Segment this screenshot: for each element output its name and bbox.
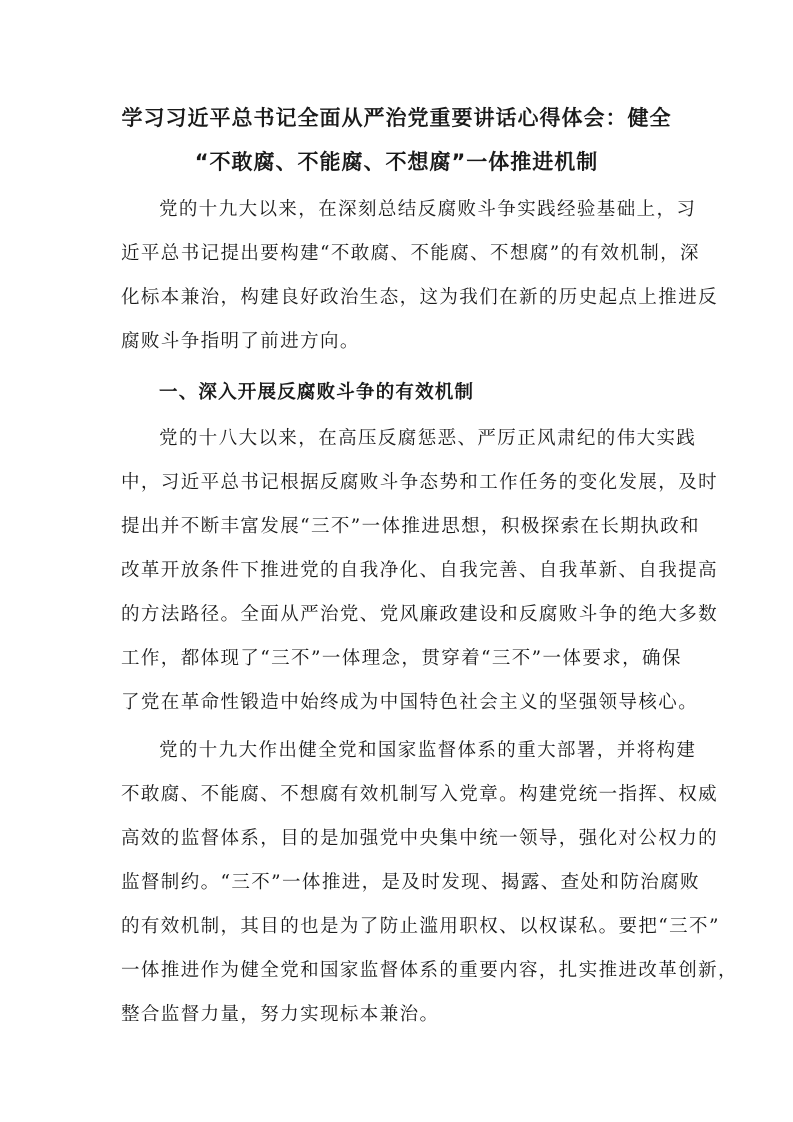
paragraph-3-line: 党的十九大作出健全党和国家监督体系的重大部署，并将构建 bbox=[159, 740, 697, 761]
paragraph-2-line: 的方法路径。全面从严治党、党风廉政建设和反腐败斗争的绝大多数 bbox=[121, 604, 719, 625]
section-heading: 一、深入开展反腐败斗争的有效机制 bbox=[159, 382, 475, 403]
paragraph-3-line: 整合监督力量，努力实现标本兼治。 bbox=[121, 1004, 440, 1025]
paragraph-2-line: 了党在革命性锻造中始终成为中国特色社会主义的坚强领导核心。 bbox=[121, 692, 699, 713]
paragraph-3-line: 的有效机制，其目的也是为了防止滥用职权、以权谋私。要把“三不” bbox=[121, 916, 720, 937]
document-title-line-2: “不敢腐、不能腐、不想腐”一体推进机制 bbox=[194, 150, 599, 174]
paragraph-1-line: 党的十九大以来，在深刻总结反腐败斗争实践经验基础上，习 bbox=[159, 199, 697, 220]
paragraph-1-line: 腐败斗争指明了前进方向。 bbox=[121, 331, 360, 352]
paragraph-2-line: 改革开放条件下推进党的自我净化、自我完善、自我革新、自我提高 bbox=[121, 560, 719, 581]
paragraph-2-line: 中，习近平总书记根据反腐败斗争态势和工作任务的变化发展，及时 bbox=[121, 472, 719, 493]
paragraph-3-line: 监督制约。“三不”一体推进，是及时发现、揭露、查处和防治腐败 bbox=[121, 872, 700, 893]
paragraph-2-line: 提出并不断丰富发展“三不”一体推进思想，积极探索在长期执政和 bbox=[121, 516, 700, 537]
paragraph-3-line: 不敢腐、不能腐、不想腐有效机制写入党章。构建党统一指挥、权威 bbox=[121, 784, 719, 805]
paragraph-2-line: 党的十八大以来，在高压反腐惩恶、严厉正风肃纪的伟大实践 bbox=[159, 428, 697, 449]
document-title-line-1: 学习习近平总书记全面从严治党重要讲话心得体会：健全 bbox=[121, 106, 672, 130]
paragraph-1-line: 化标本兼治，构建良好政治生态，这为我们在新的历史起点上推进反 bbox=[121, 287, 719, 308]
paragraph-3-line: 高效的监督体系，目的是加强党中央集中统一领导，强化对公权力的 bbox=[121, 828, 719, 849]
paragraph-3-line: 一体推进作为健全党和国家监督体系的重要内容，扎实推进改革创新， bbox=[121, 960, 738, 981]
paragraph-2-line: 工作，都体现了“三不”一体理念，贯穿着“三不”一体要求，确保 bbox=[121, 648, 682, 669]
paragraph-1-line: 近平总书记提出要构建“不敢腐、不能腐、不想腐”的有效机制，深 bbox=[121, 243, 700, 264]
